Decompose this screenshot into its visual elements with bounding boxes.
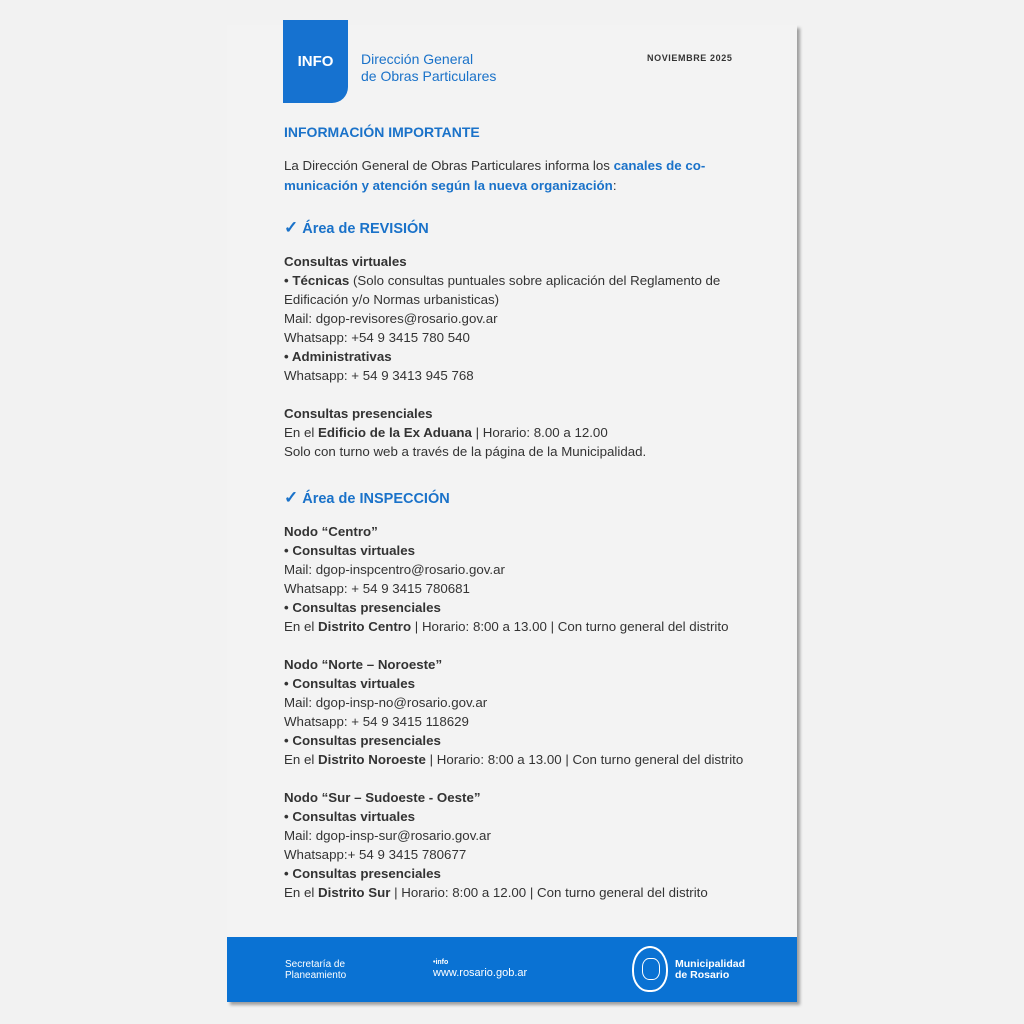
text-line xyxy=(284,560,764,579)
text-line xyxy=(284,712,764,731)
intro-highlight: canales de co- xyxy=(613,158,706,173)
text-line xyxy=(284,522,764,541)
bold-text: Distrito Centro xyxy=(318,619,412,634)
section-heading-inspeccion xyxy=(284,488,450,509)
text-line xyxy=(284,271,764,290)
muni-line-1: Municipalidad xyxy=(675,958,746,970)
text-line xyxy=(284,788,764,807)
text: | Horario: 8.00 a 12.00 xyxy=(471,425,608,440)
bold-text: Distrito Sur xyxy=(318,885,391,900)
text-line xyxy=(284,309,764,328)
bold-text: • Consultas presenciales xyxy=(284,733,441,748)
text: Whatsapp:+ 54 9 3415 780677 xyxy=(284,847,467,862)
text: | Horario: 8:00 a 13.00 | Con turno general del distrito xyxy=(425,752,744,767)
text-line xyxy=(284,404,764,423)
bold-text: • Consultas presenciales xyxy=(284,600,441,615)
text: Whatsapp: + 54 9 3415 780681 xyxy=(284,581,470,596)
municipal-seal-icon xyxy=(632,946,668,992)
text-line xyxy=(284,252,764,271)
intro-text: La Dirección General de Obras Particulares informa los xyxy=(284,158,614,173)
text-line xyxy=(284,807,764,826)
blank-line xyxy=(284,636,764,655)
text-line xyxy=(284,883,764,902)
text-line xyxy=(284,845,764,864)
website-block xyxy=(433,959,527,979)
page-title: INFORMACIÓN IMPORTANTE xyxy=(284,124,480,140)
text-line xyxy=(284,347,764,366)
blank-line xyxy=(284,769,764,788)
text-line xyxy=(284,617,764,636)
text: Mail: dgop-revisores@rosario.gov.ar xyxy=(284,311,498,326)
text-line xyxy=(284,442,764,461)
organization-name xyxy=(361,51,496,85)
bold-text: Edificio de la Ex Aduana xyxy=(318,425,472,440)
secretaria-label xyxy=(285,959,346,981)
revision-content xyxy=(284,252,764,461)
intro-paragraph xyxy=(284,156,754,196)
text-line xyxy=(284,328,764,347)
info-badge-text: INFO xyxy=(297,53,334,70)
text-line xyxy=(284,366,764,385)
text: (Solo consultas puntuales sobre aplicación del Reglamento de xyxy=(349,273,721,288)
intro-highlight: municación y atención según la nueva organización xyxy=(284,178,613,193)
bold-text: • Consultas virtuales xyxy=(284,676,416,691)
bold-text: • Consultas presenciales xyxy=(284,866,441,881)
text: Whatsapp: + 54 9 3415 118629 xyxy=(284,714,469,729)
bold-text: • Consultas virtuales xyxy=(284,543,416,558)
check-icon: ✓ xyxy=(284,488,299,507)
text: Mail: dgop-insp-sur@rosario.gov.ar xyxy=(284,828,491,843)
text: Mail: dgop-inspcentro@rosario.gov.ar xyxy=(284,562,505,577)
section-heading-text: Área de INSPECCIÓN xyxy=(302,491,450,507)
date-label: NOVIEMBRE 2025 xyxy=(647,53,733,63)
inspeccion-content xyxy=(284,522,764,902)
bold-text: Consultas virtuales xyxy=(284,254,407,269)
text: Whatsapp: + 54 9 3413 945 768 xyxy=(284,368,474,383)
municipalidad-logo-text xyxy=(675,959,745,981)
info-logo xyxy=(283,20,348,103)
text: En el xyxy=(284,619,319,634)
org-line-1: Dirección General xyxy=(361,51,474,67)
text-line xyxy=(284,864,764,883)
text-line xyxy=(284,750,764,769)
muni-line-2: de Rosario xyxy=(675,969,730,981)
bold-text: • Administrativas xyxy=(284,349,392,364)
section-heading-text: Área de REVISIÓN xyxy=(302,221,429,237)
check-icon: ✓ xyxy=(284,218,299,237)
bold-text: Nodo “Sur – Sudoeste - Oeste” xyxy=(284,790,481,805)
secretaria-line-2: Planeamiento xyxy=(285,970,347,981)
text-line xyxy=(284,655,764,674)
footer-bar xyxy=(227,937,797,1002)
text: | Horario: 8:00 a 13.00 | Con turno general del distrito xyxy=(411,619,729,634)
bold-text: Nodo “Centro” xyxy=(284,524,378,539)
bold-text: Nodo “Norte – Noroeste” xyxy=(284,657,443,672)
text: | Horario: 8:00 a 12.00 | Con turno general del distrito xyxy=(390,885,708,900)
bold-text: • Consultas virtuales xyxy=(284,809,416,824)
text: Mail: dgop-insp-no@rosario.gov.ar xyxy=(284,695,488,710)
text-line xyxy=(284,290,764,309)
text-line xyxy=(284,579,764,598)
text-line xyxy=(284,598,764,617)
info-label: •info xyxy=(433,959,449,966)
blank-line xyxy=(284,385,764,404)
text: Edificación y/o Normas urbanisticas) xyxy=(284,292,500,307)
text-line xyxy=(284,541,764,560)
text: Whatsapp: +54 9 3415 780 540 xyxy=(284,330,470,345)
org-line-2: de Obras Particulares xyxy=(361,68,497,84)
text: En el xyxy=(284,752,319,767)
text-line xyxy=(284,826,764,845)
text-line xyxy=(284,693,764,712)
bold-text: Distrito Noroeste xyxy=(318,752,426,767)
secretaria-line-1: Secretaría de xyxy=(285,959,346,970)
intro-text: : xyxy=(612,178,617,193)
section-heading-revision xyxy=(284,218,429,239)
text: En el xyxy=(284,885,319,900)
bold-text: • Técnicas xyxy=(284,273,350,288)
text-line xyxy=(284,674,764,693)
text: Solo con turno web a través de la página de la Municipalidad. xyxy=(284,444,647,459)
bold-text: Consultas presenciales xyxy=(284,406,433,421)
text-line xyxy=(284,423,764,442)
text: En el xyxy=(284,425,319,440)
text-line xyxy=(284,731,764,750)
website-link[interactable]: www.rosario.gob.ar xyxy=(433,967,528,979)
